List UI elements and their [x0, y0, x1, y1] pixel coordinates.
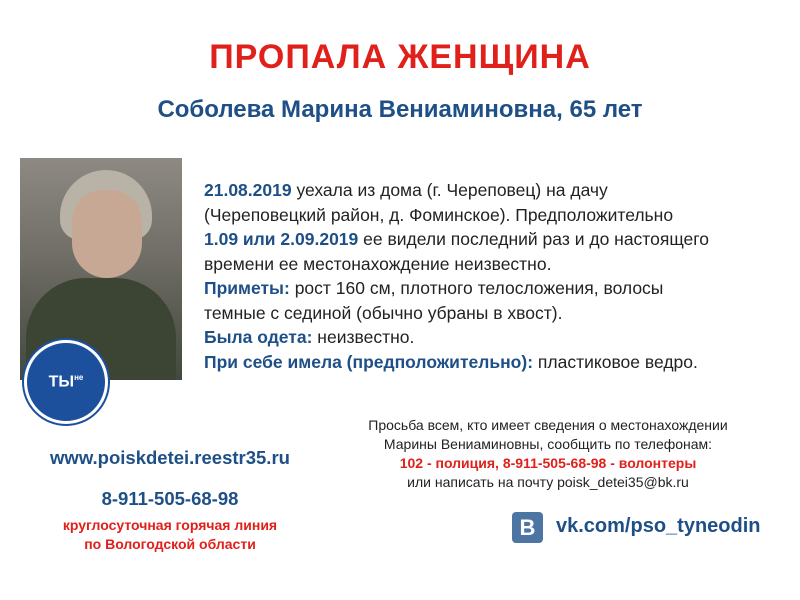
contact-request [318, 416, 778, 492]
signs-label: Приметы: [204, 278, 290, 298]
clothes-line: Была одета: неизвестно. [204, 327, 415, 347]
description-block [204, 178, 784, 374]
photo-face [72, 190, 142, 278]
desc-line-2: (Череповецкий район, д. Фоминское). Предположительно [204, 204, 674, 225]
desc-line-4: времени ее местонахождение неизвестно. [204, 253, 552, 274]
hotline-phone[interactable]: 8-911-505-68-98 [101, 488, 239, 509]
tyneodin-logo [24, 340, 108, 424]
last-seen-date: 1.09 или 2.09.2019 [204, 229, 359, 249]
clothes-label: Была одета: [204, 327, 313, 347]
missing-person-name: Соболева Марина Вениаминовна, 65 лет [157, 96, 643, 123]
request-line-2: Марины Вениаминовны, сообщить по телефонам: [383, 436, 713, 452]
website-link[interactable]: www.poiskdetei.reestr35.ru [50, 447, 290, 468]
items-line: При себе имела (предположительно): пластиковое ведро. [204, 351, 698, 372]
departure-date: 21.08.2019 [204, 180, 292, 200]
logo-text: $ТЫ^{не}$ [48, 372, 84, 391]
vk-icon[interactable]: В [512, 512, 543, 543]
request-line-1: Просьба всем, кто имеет сведения о местонахождении [368, 417, 728, 433]
request-email[interactable]: или написать на почту poisk_detei35@bk.ru [407, 474, 689, 490]
vk-link[interactable]: vk.com/pso_tyneodin [556, 515, 761, 537]
page-title: ПРОПАЛА ЖЕНЩИНА [209, 38, 591, 76]
signs-line-2: темные с сединой (обычно убраны в хвост). [204, 302, 563, 323]
signs-line: Приметы: рост 160 см, плотного телосложения, волосы [204, 278, 664, 298]
request-phones: 102 - полиция, 8-911-505-68-98 - волонтеры [399, 455, 697, 471]
items-label: При себе имела (предположительно): [204, 351, 534, 372]
desc-line-1: 21.08.2019 уехала из дома (г. Череповец) на дачу [204, 180, 608, 200]
hotline-description: круглосуточная горячая линия по Вологодской области [62, 517, 278, 552]
desc-line-3: 1.09 или 2.09.2019 ее видели последний раз и до настоящего [204, 229, 709, 249]
